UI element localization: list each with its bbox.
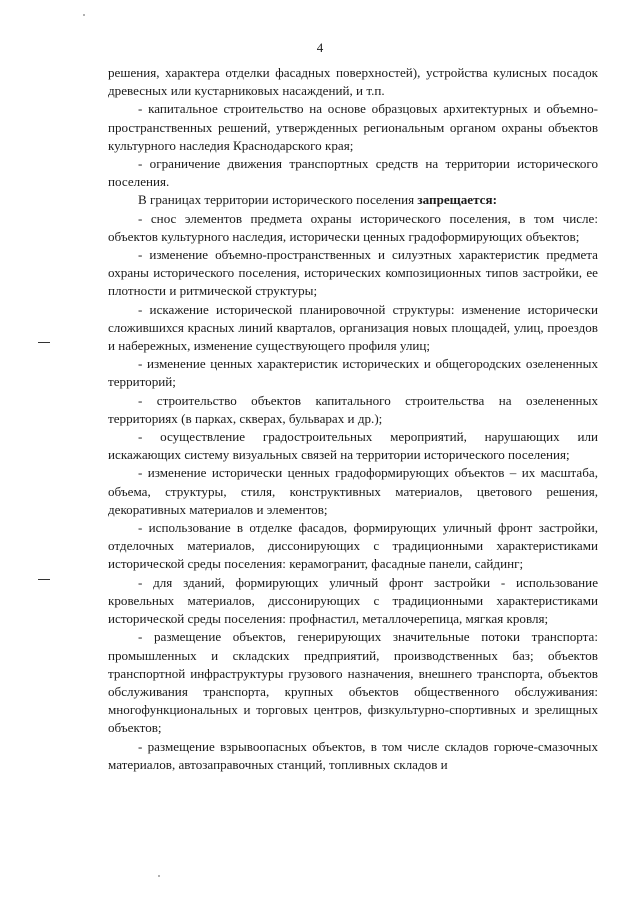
list-item: - размещение объектов, генерирующих значительные потоки транспорта: промышленных и складских предприятий, производственных баз; объектов транспортной инфраструктуры грузового назначения, внешнего транспорта, объектов обслуживания транспорта, крупных объектов общественного обслуживания: многофункциональных и торговых центров, физкультурно-спортивных и зрелищных объектов; (108, 629, 598, 736)
margin-mark (38, 579, 50, 580)
list-item: - искажение исторической планировочной структуры: изменение исторически сложившихся красных линий кварталов, организация новых площадей, улиц, проездов и набережных, изменение существующего профиля улиц; (108, 301, 598, 354)
prohibited-intro-bold: запрещается: (417, 192, 497, 208)
list-item: - использование в отделке фасадов, формирующих уличный фронт застройки, отделочных материалов, диссонирующих с традиционными характеристиками исторической среды поселения: керамогранит, фасадные панели, сайдинг; (108, 520, 598, 572)
paragraph: решения, характера отделки фасадных поверхностей), устройства кулисных посадок древесных или кустарниковых насаждений, и т.п. (108, 65, 598, 99)
list-item: - строительство объектов капитального строительства на озелененных территориях (в парках, скверах, бульварах и др.); (108, 392, 598, 426)
list-item: - осуществление градостроительных мероприятий, нарушающих или искажающих систему визуальных связей на территории исторического поселения; (108, 429, 598, 463)
list-item: - для зданий, формирующих уличный фронт застройки - использование кровельных материалов, диссонирующих с традиционными характеристиками исторической среды поселения: профнастил, металлочерепица, мягкая кровля; (108, 574, 598, 627)
scan-artifact (83, 14, 85, 16)
list-item: - снос элементов предмета охраны исторического поселения, в том числе: объектов культурного наследия, исторически ценных градоформирующих объектов; (108, 210, 598, 244)
scan-artifact (158, 875, 160, 877)
list-item: - изменение объемно-пространственных и силуэтных характеристик предмета охраны исторического поселения, исторических композиционных типов застройки, ее плотности и ритмической структуры; (108, 247, 598, 299)
list-item: - изменение ценных характеристик исторических и общегородских озелененных территорий; (108, 356, 598, 390)
document-body (108, 64, 598, 774)
prohibited-intro (108, 191, 598, 209)
margin-mark (38, 342, 50, 343)
paragraph: - капитальное строительство на основе образцовых архитектурных и объемно-пространственных решений, утвержденных региональным органом охраны объектов культурного наследия Краснодарского края; (108, 101, 598, 153)
paragraph: - ограничение движения транспортных средств на территории исторического поселения. (108, 156, 598, 190)
list-item: - размещение взрывоопасных объектов, в том числе складов горюче-смазочных материалов, автозаправочных станций, топливных складов и (108, 738, 598, 772)
page-number: 4 (316, 40, 324, 55)
list-item: - изменение исторически ценных градоформирующих объектов – их масштаба, объема, структуры, стиля, конструктивных материалов, цветового решения, декоративных материалов и элементов; (108, 465, 598, 517)
prohibited-intro-text: В границах территории исторического поселения (138, 192, 418, 208)
